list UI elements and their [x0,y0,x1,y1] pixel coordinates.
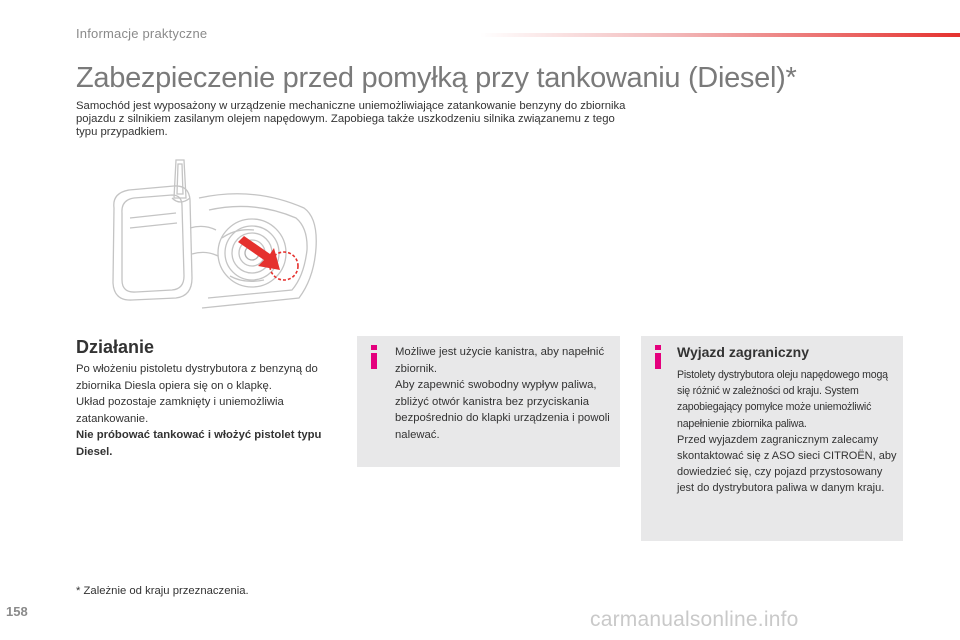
intro-paragraph: Samochód jest wyposażony w urządzenie mechaniczne uniemożliwiające zatankowanie benzyny do zbiornika pojazdu z silnikiem zasilanym olejem napędowym. Zapobiega także uszkodzeniu silnika związanemu z tego typu przypadkiem. [76,100,626,138]
operation-warning: Nie próbować tankować i włożyć pistolet typu Diesel. [76,429,322,458]
operation-paragraph-2: Układ pozostaje zamknięty i uniemożliwia zatankowanie. [76,396,284,425]
info-box-travel-text [677,367,899,497]
info-box-canister [357,336,620,467]
operation-body [76,361,336,460]
info-box-travel-line-2: Przed wyjazdem zagranicznym zalecamy skontaktować się z ASO sieci CITROËN, aby dowiedzieć się, czy pojazd przystosowany jest do dystrybutora paliwa w danym kraju. [677,433,897,495]
watermark: carmanualsonline.info [590,608,799,631]
page-number: 158 [6,604,28,619]
info-box-travel-line-1: Pistolety dystrybutora oleju napędowego mogą się różnić w zależności od kraju. System zapobiegający pomyłce może uniemożliwić napełnienie zbiornika paliwa. [677,369,888,430]
operation-heading: Działanie [76,337,155,357]
section-header: Informacje praktyczne [76,26,208,41]
info-icon [367,345,381,369]
info-box-canister-line-2: Aby zapewnić swobodny wypływ paliwa, zbliżyć otwór kanistra bez przyciskania bezpośrednio do klapki urządzenia i powoli nalewać. [395,379,610,441]
fuel-filler-illustration [104,158,319,313]
info-box-travel-heading: Wyjazd zagraniczny [677,344,810,360]
arrow-icon [238,236,280,270]
info-box-travel-abroad [641,336,903,541]
footnote: * Zależnie od kraju przeznaczenia. [76,585,249,597]
page-title: Zabezpieczenie przed pomyłką przy tankowaniu (Diesel)* [76,62,797,94]
operation-paragraph-1: Po włożeniu pistoletu dystrybutora z benzyną do zbiornika Diesla opiera się on o klapkę. [76,363,318,392]
header-accent-line [480,33,960,37]
info-box-canister-line-1: Możliwe jest użycie kanistra, aby napełnić zbiornik. [395,346,605,375]
info-box-canister-text [395,344,610,443]
info-icon [651,345,665,369]
